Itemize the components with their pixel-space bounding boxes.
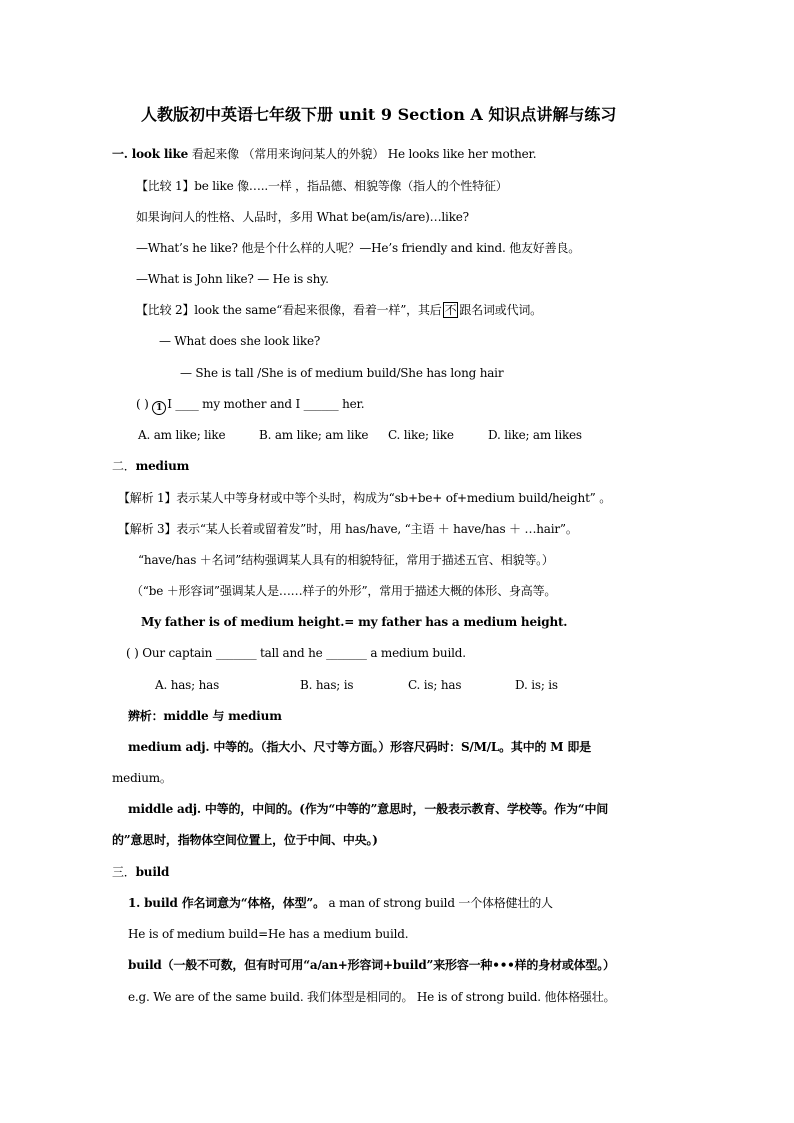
bold-example: My father is of medium height.= my father has a medium height. xyxy=(141,615,568,629)
section-2-heading xyxy=(112,458,189,474)
question-1-option-a: A. am like; like xyxy=(138,428,226,442)
build-example-1: He is of medium build=He has a medium build. xyxy=(128,927,409,941)
build-point-1 xyxy=(128,895,553,911)
section-3-heading xyxy=(112,864,169,880)
section-2-heading-bold: medium xyxy=(135,459,190,473)
note-be-adj: （“be ＋形容词”强调某人是……样子的外形”，常用于描述大概的体形、身高等。 xyxy=(131,584,557,598)
section-3-number: 三． xyxy=(112,865,136,879)
question-1 xyxy=(136,396,364,415)
middle-definition-line2: 的”意思时，指物体空间位置上，位于中间、中央。) xyxy=(112,833,378,847)
question-2: ( ) Our captain _______ tall and he _______ a medium build. xyxy=(126,646,466,660)
compare-2-boxed-char: 不 xyxy=(444,303,457,317)
question-1-option-c: C. like; like xyxy=(388,428,454,442)
question-1-option-b: B. am like; am like xyxy=(259,428,369,442)
question-1-option-d: D. like; am likes xyxy=(488,428,582,442)
question-2-option-d: D. is; is xyxy=(515,678,558,692)
medium-definition xyxy=(128,739,591,755)
example-1: —What’s he like? 他是个什么样的人呢？—He’s friendly and kind. 他友好善良。 xyxy=(136,241,581,255)
compare-2-text: 【比较 2】look the same“看起来很像，看着一样”，其后 xyxy=(136,303,442,317)
compare-1-line2: 如果询问人的性格、人品时，多用 What be(am/is/are)…like? xyxy=(136,210,469,224)
middle-definition: middle adj. 中等的，中间的。(作为“中等的”意思时，一般表示教育、学校等。作为“中间 xyxy=(128,802,609,816)
medium-definition-text: medium adj. 中等的。（指大小、尺寸等方面。）形容尺码时：S/M/L。其中的 M 即是 xyxy=(128,740,591,754)
example-4: — She is tall /She is of medium build/She has long hair xyxy=(180,366,504,380)
question-2-option-b: B. has; is xyxy=(300,678,354,692)
note-have-has: “have/has ＋名词”结构强调某人具有的相貌特征，常用于描述五官、相貌等。） xyxy=(138,553,554,567)
answer-blank: ( ) xyxy=(136,397,153,411)
build-usage-note: build（一般不可数，但有时可用“a/an+形容词+build”来形容一种•••样的身材或体型。） xyxy=(128,958,615,972)
analysis-3: 【解析 3】表示“某人长着或留着发”时，用 has/have, “主语 ＋ have/has ＋ …hair”。 xyxy=(118,522,578,536)
example-3: — What does she look like? xyxy=(159,334,321,348)
example-2: —What is John like? — He is shy. xyxy=(136,272,329,286)
compare-2-tail: 跟名词或代词。 xyxy=(459,303,542,317)
section-3-heading-bold: build xyxy=(135,865,170,879)
section-1-heading-bold: 一. look like xyxy=(112,147,189,161)
distinction-heading: 辨析：middle 与 medium xyxy=(128,709,282,723)
question-2-option-a: A. has; has xyxy=(155,678,220,692)
compare-1: 【比较 1】be like 像…..一样 ，指品德、相貌等像（指人的个性特征） xyxy=(136,179,508,193)
page-title: 人教版初中英语七年级下册 unit 9 Section A 知识点讲解与练习 xyxy=(141,105,617,124)
circled-number-1: 1 xyxy=(152,401,166,415)
build-example-2: e.g. We are of the same build. 我们体型是相同的。 He is of strong build. 他体格强壮。 xyxy=(128,990,616,1004)
build-point-1-bold: 1. build 作名词意为“体格，体型”。 xyxy=(128,896,325,910)
build-point-1-example: a man of strong build 一个体格健壮的人 xyxy=(324,896,553,910)
section-2-number: 二． xyxy=(112,459,136,473)
question-1-text: I ____ my mother and I ______ her. xyxy=(167,397,365,411)
analysis-1: 【解析 1】表示某人中等身材或中等个头时，构成为“sb+be+ of+medium build/height” 。 xyxy=(118,491,612,505)
compare-2 xyxy=(136,302,542,318)
section-1-heading-text: 看起来像 （常用来询问某人的外貌） He looks like her mother. xyxy=(188,147,537,161)
question-2-option-c: C. is; has xyxy=(408,678,462,692)
medium-definition-line2: medium。 xyxy=(112,771,172,785)
section-1-heading xyxy=(112,146,536,162)
